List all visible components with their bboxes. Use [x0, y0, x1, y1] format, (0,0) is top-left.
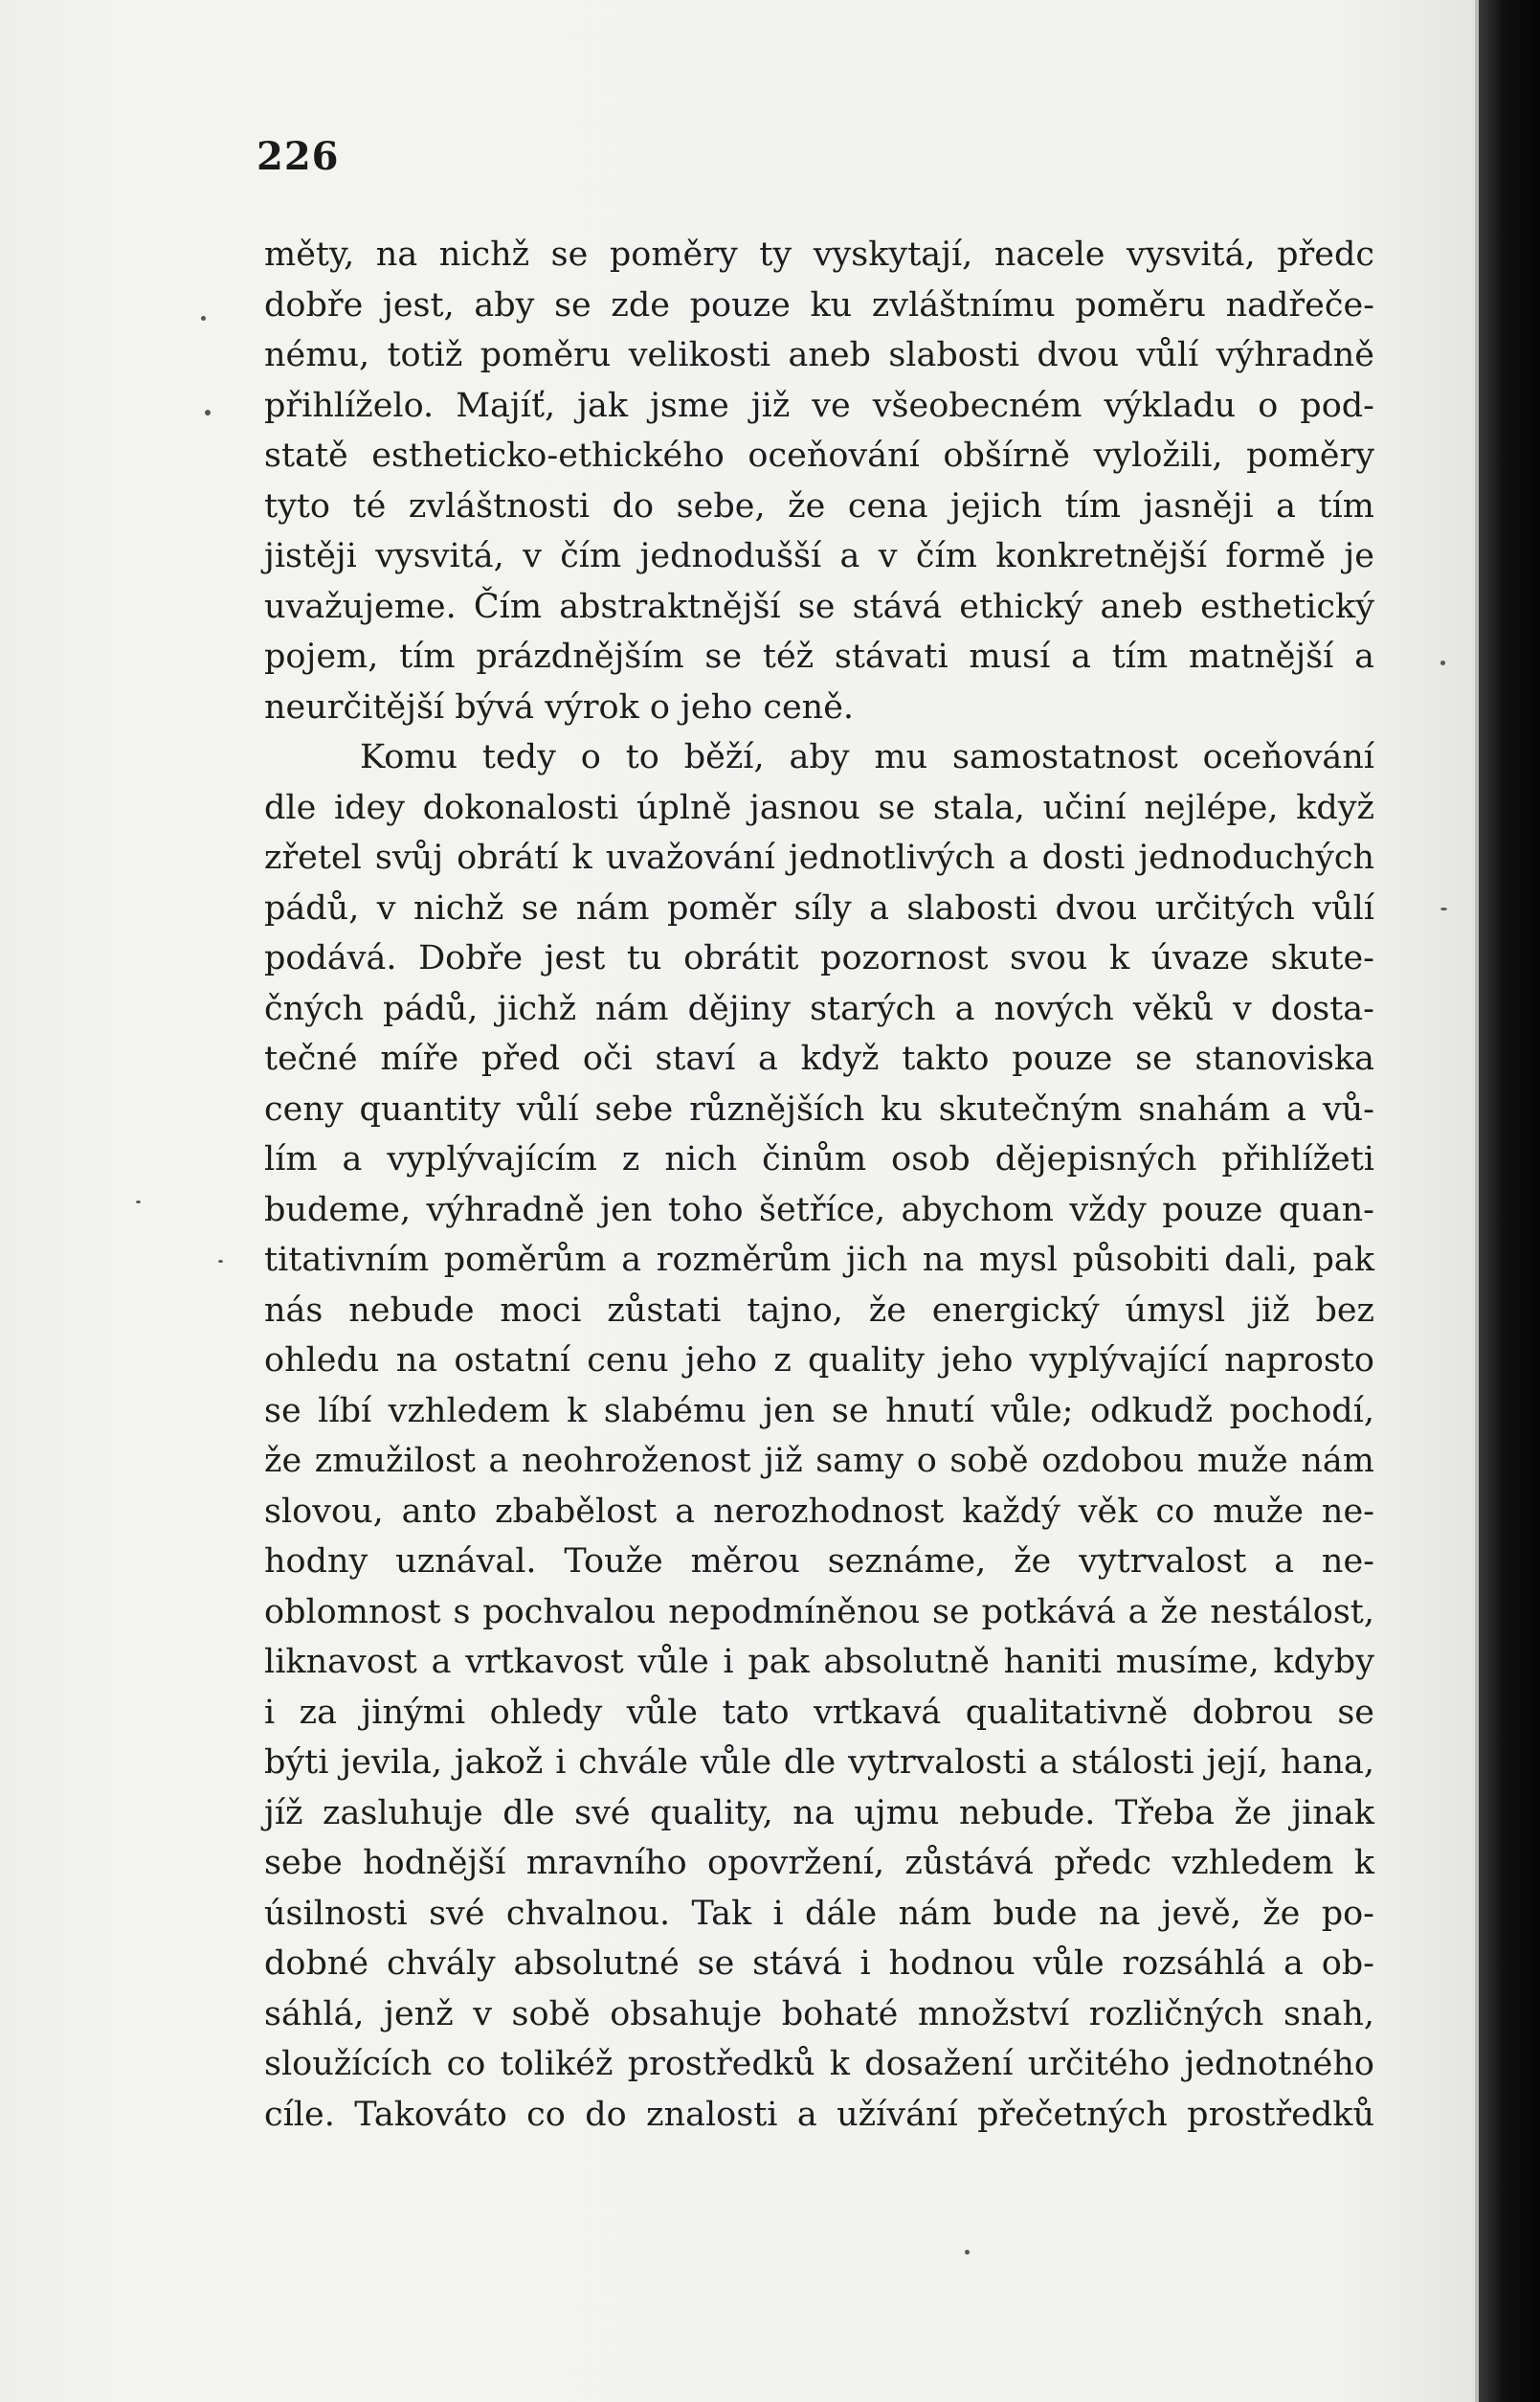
text-line: tečné míře před oči staví a když takto pouze se stanoviska [264, 1040, 1374, 1078]
text-line: jistěji vysvitá, v čím jednodušší a v čím konkretnější formě je [264, 537, 1374, 575]
text-line: ohledu na ostatní cenu jeho z quality jeho vyplývající naprosto [264, 1341, 1374, 1380]
text-line: lím a vyplývajícím z nich činům osob dějepisných přihlížeti [264, 1140, 1374, 1179]
text-line: tyto té zvláštnosti do sebe, že cena jejich tím jasněji a tím [264, 486, 1374, 526]
text-line: nému, totiž poměru velikosti aneb slabosti dvou vůlí výhradně [264, 336, 1374, 374]
paper-speck [136, 1201, 141, 1203]
text-line: nás nebude moci zůstati tajno, že energický úmysl již bez [264, 1291, 1374, 1330]
text-line: liknavost a vrtkavost vůle i pak absolutně haniti musíme, kdyby [264, 1643, 1374, 1681]
text-line: ceny quantity vůlí sebe různějších ku skutečným snahám a vů- [264, 1089, 1374, 1129]
text-line: pádů, v nichž se nám poměr síly a slabosti dvou určitých vůlí [264, 888, 1374, 928]
text-line: oblomnost s pochvalou nepodmíněnou se potkává a že nestálost, [264, 1592, 1374, 1631]
page-number: 226 [257, 134, 340, 179]
text-line: cíle. Takováto co do znalosti a užívání přečetných prostředků [264, 2095, 1374, 2134]
text-line: že zmužilost a neohroženost již samy o sobě ozdobou muže nám [264, 1442, 1374, 1480]
text-line: se líbí vzhledem k slabému jen se hnutí vůle; odkudž pochodí, [264, 1391, 1374, 1430]
text-line: budeme, výhradně jen toho šetříce, abychom vždy pouze quan- [264, 1190, 1374, 1229]
text-line: hodny uznával. Touže měrou seznáme, že vytrvalost a ne- [264, 1542, 1374, 1581]
text-line: podává. Dobře jest tu obrátit pozornost svou k úvaze skute- [264, 939, 1374, 977]
text-line: Komu tedy o to běží, aby mu samostatnost oceňování [360, 738, 1374, 776]
text-line: titativním poměrům a rozměrům jich na mysl působiti dali, pak [264, 1241, 1374, 1279]
paper-speck [1440, 908, 1447, 910]
paper-speck [965, 2250, 970, 2255]
text-line: dobné chvály absolutné se stává i hodnou vůle rozsáhlá a ob- [264, 1944, 1374, 1983]
text-line: jíž zasluhuje dle své quality, na ujmu nebude. Třeba že jinak [264, 1793, 1374, 1832]
text-line: zřetel svůj obrátí k uvažování jednotlivých a dosti jednoduchých [264, 839, 1374, 877]
text-line: statě estheticko-ethického oceňování obšírně vyložili, poměry [264, 437, 1374, 475]
text-line: neurčitější bývá výrok o jeho ceně. [264, 687, 855, 727]
paper-speck [201, 316, 206, 321]
paper-speck [218, 1260, 223, 1263]
body-text [264, 230, 1374, 2140]
text-line: sebe hodnější mravního opovržení, zůstává předc vzhledem k [264, 1844, 1374, 1882]
binding-edge [1479, 0, 1540, 2402]
text-line: pojem, tím prázdnějším se též stávati musí a tím matnější a [264, 638, 1374, 676]
paper-speck [205, 410, 211, 415]
text-line: býti jevila, jakož i chvále vůle dle vytrvalosti a stálosti její, hana, [264, 1743, 1374, 1782]
text-line: úsilnosti své chvalnou. Tak i dále nám bude na jevě, že po- [264, 1894, 1374, 1933]
text-line: uvažujeme. Čím abstraktnější se stává ethický aneb esthetický [264, 587, 1374, 626]
text-line: dle idey dokonalosti úplně jasnou se stala, učiní nejlépe, když [264, 788, 1374, 827]
text-line: sloužících co tolikéž prostředků k dosažení určitého jednotného [264, 2045, 1374, 2083]
text-line: měty, na nichž se poměry ty vyskytají, nacele vysvitá, předc [264, 236, 1374, 274]
text-line: dobře jest, aby se zde pouze ku zvláštnímu poměru nadřeče- [264, 285, 1374, 325]
text-line: přihlíželo. Majíť, jak jsme již ve všeobecném výkladu o pod- [264, 386, 1374, 425]
text-line: slovou, anto zbabělost a nerozhodnost každý věk co muže ne- [264, 1492, 1374, 1531]
text-line: sáhlá, jenž v sobě obsahuje bohaté množství rozličných snah, [264, 1994, 1374, 2033]
text-line: čných pádů, jichž nám dějiny starých a nových věků v dosta- [264, 989, 1374, 1028]
paper-speck [1440, 661, 1445, 665]
text-line: i za jinými ohledy vůle tato vrtkavá qualitativně dobrou se [264, 1693, 1374, 1732]
